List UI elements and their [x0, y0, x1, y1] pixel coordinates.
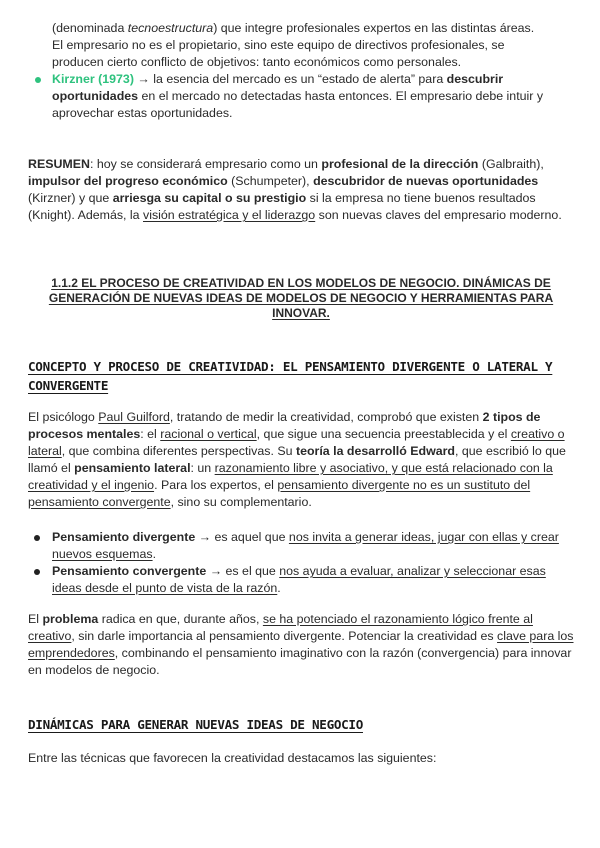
text: ) que integre profesionales expertos en las distintas áreas. — [213, 21, 535, 35]
bold-text: impulsor del progreso económico — [28, 174, 228, 188]
text: , tratando de medir la creatividad, comprobó que existen — [169, 410, 483, 424]
text: radica en que, durante años, — [98, 612, 263, 626]
text: , que combina diferentes perspectivas. Su — [61, 444, 296, 458]
bold-text: problema — [42, 612, 99, 626]
bold-text: descubrir — [446, 72, 504, 86]
text: , que escribió lo que llamó el — [28, 444, 566, 475]
closing-paragraph: Entre las técnicas que favorecen la creatividad destacamos las siguientes: — [28, 751, 437, 765]
text: son nuevas claves del empresario moderno. — [315, 208, 562, 222]
underlined-text: clave para los emprendedores — [28, 629, 574, 660]
text: , que sigue una secuencia preestablecida y el — [256, 427, 511, 441]
bold-text: teoría la desarrolló Edward — [295, 444, 456, 458]
underlined-text: pensamiento divergente no es un sustituto del pensamiento convergente — [28, 478, 531, 509]
underlined-text: nos ayuda a evaluar, analizar y seleccionar esas ideas desde el punto de vista de la razón — [52, 564, 546, 595]
underlined-text: visión estratégica y el liderazgo — [143, 208, 316, 222]
resumen-paragraph — [28, 156, 574, 224]
bold-text: Pensamiento convergente — [52, 564, 207, 578]
underlined-text: razonamiento libre y asociativo, y que está relacionado con la creatividad y el ingenio — [28, 461, 553, 492]
text: (Kirzner) y que — [28, 191, 113, 205]
list-item — [28, 563, 574, 597]
section-title-line: GENERACIÓN DE NUEVAS IDEAS DE MODELOS DE NEGOCIO Y HERRAMIENTAS PARA INNOVAR. — [48, 291, 554, 320]
text: , sino su complementario. — [170, 495, 312, 509]
text: en el mercado no detectadas hasta entonces. El empresario debe intuir y aprovechar estas oportunidades. — [52, 89, 544, 120]
text: (Galbraith), — [478, 157, 544, 171]
bold-text: pensamiento lateral — [74, 461, 191, 475]
heading-concepto: CONCEPTO Y PROCESO DE CREATIVIDAD: EL PENSAMIENTO DIVERGENTE O LATERAL Y CONVERGENTE — [28, 359, 553, 393]
text: El — [28, 612, 43, 626]
kirzner-list — [28, 71, 574, 122]
text: El empresario no es el propietario, sino este equipo de directivos profesionales, se — [52, 38, 505, 52]
intro-paragraph — [28, 20, 574, 71]
text: . Para los expertos, el — [154, 478, 278, 492]
bullet-icon — [34, 535, 40, 541]
bold-text: profesional de la dirección — [321, 157, 479, 171]
text: → la esencia del mercado es un “estado de alerta” para — [133, 72, 447, 86]
text: → es aquel que — [195, 530, 289, 544]
underlined-text: nos invita a generar ideas, jugar con ellas y crear nuevos esquemas — [52, 530, 559, 561]
guilford-paragraph — [28, 409, 574, 511]
text: . — [152, 547, 157, 561]
bold-text: 2 tipos de procesos mentales — [28, 410, 541, 441]
bold-text: RESUMEN — [28, 157, 90, 171]
text: : el — [140, 427, 161, 441]
bold-text: arriesga su capital o su prestigio — [112, 191, 307, 205]
list-item — [28, 71, 574, 122]
pensamiento-list — [28, 529, 574, 597]
document-page — [28, 20, 574, 767]
problema-paragraph — [28, 611, 574, 679]
bullet-icon — [35, 77, 41, 83]
text: producen cierto conflicto de objetivos: tanto económicos como personales. — [52, 55, 462, 69]
heading-dinamicas: DINÁMICAS PARA GENERAR NUEVAS IDEAS DE NEGOCIO — [28, 717, 363, 732]
section-title-line: 1.1.2 EL PROCESO DE CREATIVIDAD EN LOS MODELOS DE NEGOCIO. DINÁMICAS DE — [51, 276, 551, 290]
author-name: Kirzner (1973) — [52, 72, 134, 86]
text: : un — [190, 461, 215, 475]
underlined-text: Paul Guilford — [98, 410, 170, 424]
underlined-text: racional o vertical — [160, 427, 257, 441]
text: → es el que — [206, 564, 280, 578]
bold-text: Pensamiento divergente — [52, 530, 196, 544]
text: , combinando el pensamiento imaginativo con la razón (convergencia) para innovar en modelos de negocio. — [28, 646, 572, 677]
text: El psicólogo — [28, 410, 99, 424]
bold-text: descubridor de nuevas oportunidades — [313, 174, 539, 188]
section-title — [28, 276, 574, 321]
underlined-text: se ha potenciado el razonamiento lógico frente al creativo — [28, 612, 533, 643]
text: (Schumpeter), — [227, 174, 314, 188]
text: , sin darle importancia al pensamiento divergente. Potenciar la creatividad es — [71, 629, 498, 643]
text: . — [277, 581, 281, 595]
bullet-icon — [34, 569, 40, 575]
text: : hoy se considerará empresario como un — [89, 157, 322, 171]
underlined-text: creativo o lateral — [28, 427, 565, 458]
list-item — [28, 529, 574, 563]
text: si la empresa no tiene buenos resultados (Knight). Además, la — [28, 191, 536, 222]
text: (denominada — [52, 21, 128, 35]
bold-text: oportunidades — [52, 89, 139, 103]
term-tecnoestructura: tecnoestructura — [127, 21, 214, 35]
